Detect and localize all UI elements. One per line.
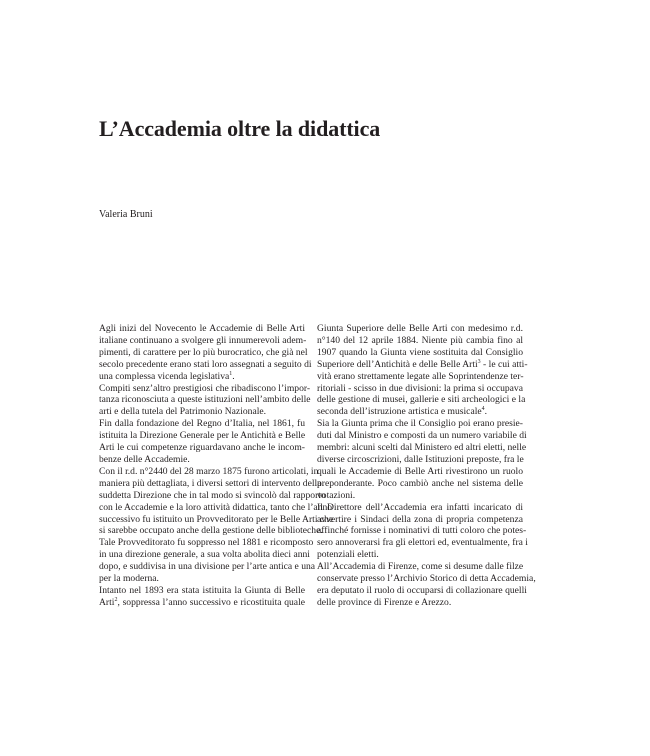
line-text: con le Accademie e la loro attività didattica, tanto che l’anno: [99, 501, 333, 513]
line-text: secolo precedente erano stati loro assegnati a seguito di: [99, 358, 312, 370]
paragraph: [99, 537, 316, 585]
text-line: [317, 383, 523, 395]
footnote-ref: 4: [481, 406, 485, 413]
line-text: Intanto nel 1893 era stata istituita la Giunta di Belle: [99, 584, 305, 596]
text-line: [317, 418, 523, 430]
text-line: [99, 561, 316, 573]
line-text: affinché fornisse i nominativi di tutti coloro che potes-: [317, 525, 527, 537]
text-line: [99, 394, 311, 406]
line-text: successivo fu istituito un Provveditorato per le Belle Arti che: [99, 513, 334, 525]
line-text: suddetta Direzione che in tal modo si svincolò dal rapporto: [99, 489, 326, 501]
text-line: [317, 358, 528, 371]
text-line: [99, 371, 305, 383]
paragraph: [99, 465, 334, 537]
text-line: [317, 573, 536, 585]
text-line: [99, 525, 323, 537]
line-text: n°140 del 12 aprile 1884. Niente più cambia fino al: [317, 334, 523, 346]
line-text: diverse circoscrizioni, dalle Istituzioni preposte, fra le: [317, 453, 524, 465]
line-text: Superiore dell’Antichità e delle Belle Arti: [317, 358, 478, 370]
text-line: [317, 442, 527, 454]
text-line: [99, 335, 305, 347]
line-text: italiane continuano a svolgere gli innumerevoli adem-: [99, 334, 307, 346]
paragraph: [99, 382, 311, 419]
text-line: [99, 430, 305, 442]
line-text: arti e della tutela del Patrimonio Nazionale.: [99, 406, 267, 418]
text-line: [317, 537, 528, 549]
text-line: [99, 573, 305, 585]
paragraph: [317, 418, 527, 501]
line-text: dopo, e suddivisa in una divisione per l’arte antica e una: [99, 561, 316, 573]
line-text: per la moderna.: [99, 573, 159, 585]
text-line: [317, 323, 523, 335]
paragraph: [99, 323, 312, 383]
line-text: Il Direttore dell’Accademia era infatti incaricato di: [317, 501, 523, 513]
text-line: [317, 478, 523, 490]
text-line: [317, 394, 526, 406]
text-line: [99, 477, 322, 490]
line-text: benze delle Accademie.: [99, 453, 190, 465]
text-line: [99, 442, 305, 454]
text-line: [99, 513, 334, 526]
line-text: potenziali eletti.: [317, 549, 379, 561]
line-text: All’Accademia di Firenze, come si desume dalle filze: [317, 561, 524, 573]
line-text: conservate presso l’Archivio Storico di detta Accademia,: [317, 573, 536, 585]
text-line: [99, 406, 305, 418]
text-line: [317, 347, 523, 359]
text-line: [317, 490, 523, 502]
line-text: avvertire i Sindaci della zona di propria competenza: [317, 513, 523, 525]
line-text-tail: .: [484, 406, 488, 418]
text-line: [99, 549, 310, 561]
line-text: Giunta Superiore delle Belle Arti con medesimo r.d.: [317, 323, 523, 334]
text-column-right: [317, 323, 536, 609]
paragraph: [317, 561, 536, 609]
text-line: [317, 406, 523, 418]
line-text: Compiti senz’altro prestigiosi che ribadiscono l’impor-: [99, 382, 311, 394]
text-line: [317, 584, 527, 597]
line-text: vità erano strettamente legate alle Soprintendenze ter-: [317, 370, 524, 382]
paragraph: [99, 418, 305, 466]
line-text: Arti le cui competenze riguardavano anche le incom-: [99, 442, 305, 454]
paragraph: [317, 501, 528, 562]
paragraph: [99, 585, 305, 609]
text-line: [99, 358, 312, 371]
text-line: [317, 335, 523, 347]
footnote-ref: 1: [229, 370, 233, 377]
paragraph: [317, 323, 528, 418]
line-text: membri: alcuni scelti dal Ministero ed altri eletti, nelle: [317, 442, 527, 454]
line-text: delle province di Firenze e Arezzo.: [317, 596, 452, 608]
text-line: [99, 585, 305, 597]
line-text: Con il r.d. n°2440 del 28 marzo 1875 furono articolati, in: [99, 465, 319, 477]
text-line: [99, 465, 319, 478]
text-line: [99, 418, 305, 430]
line-text: in una direzione generale, a sua volta abolita dieci anni: [99, 549, 310, 561]
line-text: quali le Accademie di Belle Arti rivestirono un ruolo: [317, 465, 523, 477]
text-line: [99, 489, 326, 502]
author-name: Valeria Bruni: [99, 209, 153, 220]
text-line: [317, 430, 527, 442]
line-text: tanza riconosciuta a queste istituzioni nell’ambito delle: [99, 394, 311, 406]
line-text: maniera più dettagliata, i diversi settori di intervento della: [99, 477, 322, 489]
line-text: Agli inizi del Novecento le Accademie di Belle Arti: [99, 323, 305, 334]
line-text: si sarebbe occupato anche della gestione delle biblioteche.: [99, 525, 323, 537]
text-line: [99, 501, 333, 514]
line-text-tail: .: [232, 370, 235, 382]
line-text: seconda dell’istruzione artistica e musicale: [317, 406, 482, 418]
text-column-left: [99, 323, 334, 609]
footnote-ref: 3: [477, 358, 481, 365]
text-line: [99, 346, 308, 359]
text-line: [317, 514, 523, 526]
text-line: [317, 502, 523, 514]
line-text: Fin dalla fondazione del Regno d’Italia, nel 1861, fu: [99, 418, 305, 430]
text-line: [317, 597, 523, 609]
line-text-tail: - le cui atti-: [480, 358, 528, 370]
line-text: una complessa vicenda legislativa: [99, 370, 230, 382]
line-text: 1907 quando la Giunta viene sostituita dal Consiglio: [317, 346, 523, 358]
line-text: sero annoverarsi fra gli elettori ed, eventualmente, fra i: [317, 537, 528, 549]
line-text: duti dal Ministro e composti da un numero variabile di: [317, 430, 527, 442]
line-text: istituita la Direzione Generale per le Antichità e Belle: [99, 430, 306, 442]
line-text: pimenti, di carattere per lo più burocratico, che già nel: [99, 346, 308, 358]
footnote-ref: 2: [114, 596, 118, 603]
text-line: [317, 454, 523, 466]
line-text: votazioni.: [317, 489, 356, 501]
text-line: [317, 561, 523, 573]
line-text: Arti: [99, 596, 115, 608]
text-line: [99, 597, 305, 609]
text-line: [317, 549, 523, 561]
text-line: [317, 466, 523, 478]
line-text: era deputato il ruolo di occuparsi di collazionare quelli: [317, 584, 527, 596]
line-text: delle gestione di musei, gallerie e siti archeologici e la: [317, 394, 526, 406]
line-text-tail: , soppressa l’anno successivo e ricostituita quale: [117, 596, 305, 608]
line-text: Sia la Giunta prima che il Consiglio poi erano presie-: [317, 418, 523, 430]
line-text: preponderante. Poco cambiò anche nel sistema delle: [317, 477, 523, 489]
text-line: [99, 537, 314, 549]
text-line: [99, 323, 305, 335]
text-line: [317, 525, 527, 537]
text-line: [99, 454, 305, 466]
line-text: ritoriali - scisso in due divisioni: la prima si occupava: [317, 382, 523, 394]
line-text: Tale Provveditorato fu soppresso nel 1881 e ricomposto: [99, 537, 314, 549]
text-line: [99, 382, 311, 395]
text-line: [317, 371, 523, 383]
article-title: L’Accademia oltre la didattica: [99, 116, 381, 141]
